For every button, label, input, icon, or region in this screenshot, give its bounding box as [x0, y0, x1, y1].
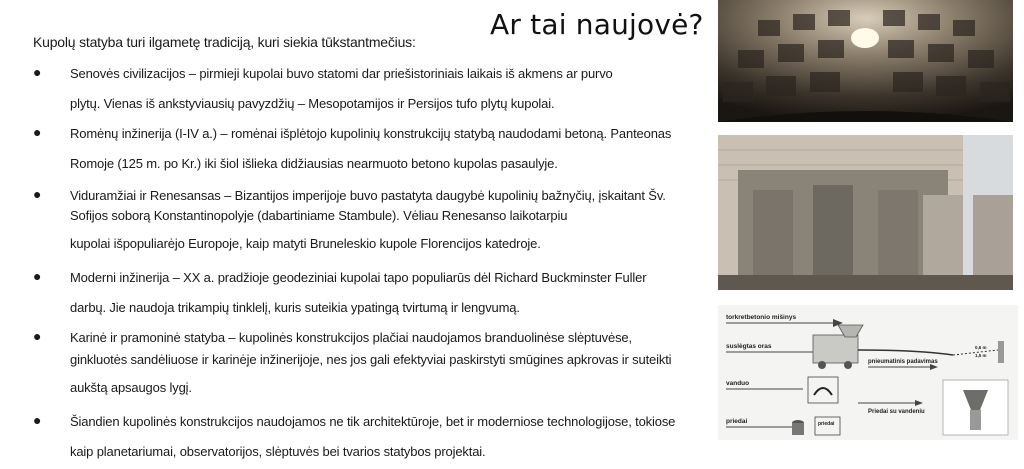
shotcrete-process-diagram	[718, 305, 1018, 440]
bullet-line: Senovės civilizacijos – pirmieji kupolai buvo statomi dar priešistoriniais laikais iš akmens ar purvo	[70, 66, 613, 81]
label-additives-2: priedai	[818, 421, 835, 427]
bullet-line: kupolai išpopuliarėjo Europoje, kaip matyti Bruneleskio kupole Florencijos katedroje.	[70, 236, 541, 251]
pantheon-dome-photo	[718, 0, 1013, 122]
bullet-line: Viduramžiai ir Renesansas – Bizantijos imperijoje buvo pastatyta daugybė kupolinių bažnyčių, įskaitant Šv.	[70, 188, 666, 203]
label-air: suslėgtas oras	[726, 343, 772, 350]
bullet-icon: ●	[33, 186, 42, 202]
label-water: vanduo	[726, 380, 750, 387]
bullet-icon: ●	[33, 124, 42, 140]
bullet-line: Karinė ir pramoninė statyba – kupolinės konstrukcijos plačiai naudojamos branduolinėse slėptuvėse,	[70, 330, 632, 345]
bullet-line: Moderni inžinerija – XX a. pradžioje geodeziniai kupolai tapo populiarūs dėl Richard Buckminster Fuller	[70, 270, 647, 285]
bullet-line: Romėnų inžinerija (I-IV a.) – romėnai išplėtojo kupolinių konstrukcijų statybą naudodami betoną. Panteonas	[70, 126, 672, 141]
slide-title: Ar tai naujovė?	[490, 8, 704, 41]
shotcrete-wall-photo	[718, 135, 1013, 290]
bullet-icon: ●	[33, 64, 42, 80]
label-dim1: 0,6 m	[975, 345, 987, 350]
label-additives: priedai	[726, 418, 748, 425]
bullet-line: kaip planetariumai, observatorijos, slėptuvės bei tvarios statybos projektai.	[70, 444, 486, 459]
bullet-line: aukštą apsaugos lygį.	[70, 380, 192, 395]
bullet-line: ginkluotės sandėliuose ir karinėje inžinerijoje, nes jos gali efektyviai paskirstyti smūgines apkrovas ir suteikti	[70, 352, 672, 367]
concrete-wall-icon	[718, 135, 1013, 290]
bullet-line: Romoje (125 m. po Kr.) iki šiol išlieka didžiausias nearmuoto betono kupolas pasaulyje.	[70, 156, 558, 171]
nozzle-detail-icon	[943, 380, 1008, 435]
bullet-icon: ●	[33, 328, 42, 344]
bullet-line: Sofijos soborą Konstantinopolyje (dabartiniame Stambule). Vėliau Renesanso laikotarpiu	[70, 208, 568, 223]
label-dim2: 1,5 m	[975, 353, 987, 358]
bullet-icon: ●	[33, 412, 42, 428]
bullet-line: darbų. Jie naudoja trikampių tinklelį, kuris suteikia ypatingą tvirtumą ir lengvumą.	[70, 300, 520, 315]
label-torkret: torkretbetonio mišinys	[726, 314, 797, 321]
label-pneumatic: pnieumatinis padavimas	[868, 359, 938, 365]
label-additives-water: Priedai su vandeniu	[868, 409, 925, 415]
bullet-line: Šiandien kupolinės konstrukcijos naudojamos ne tik architektūroje, bet ir moderniose technologijose, tokiose	[70, 414, 676, 429]
bullet-icon: ●	[33, 268, 42, 284]
bullet-line: plytų. Vienas iš ankstyviausių pavyzdžių – Mesopotamijos ir Persijos tufo plytų kupolai.	[70, 96, 555, 111]
intro-text: Kupolų statyba turi ilgametę tradiciją, kuri siekia tūkstantmečius:	[33, 34, 416, 50]
pantheon-dome-icon	[718, 0, 1013, 122]
